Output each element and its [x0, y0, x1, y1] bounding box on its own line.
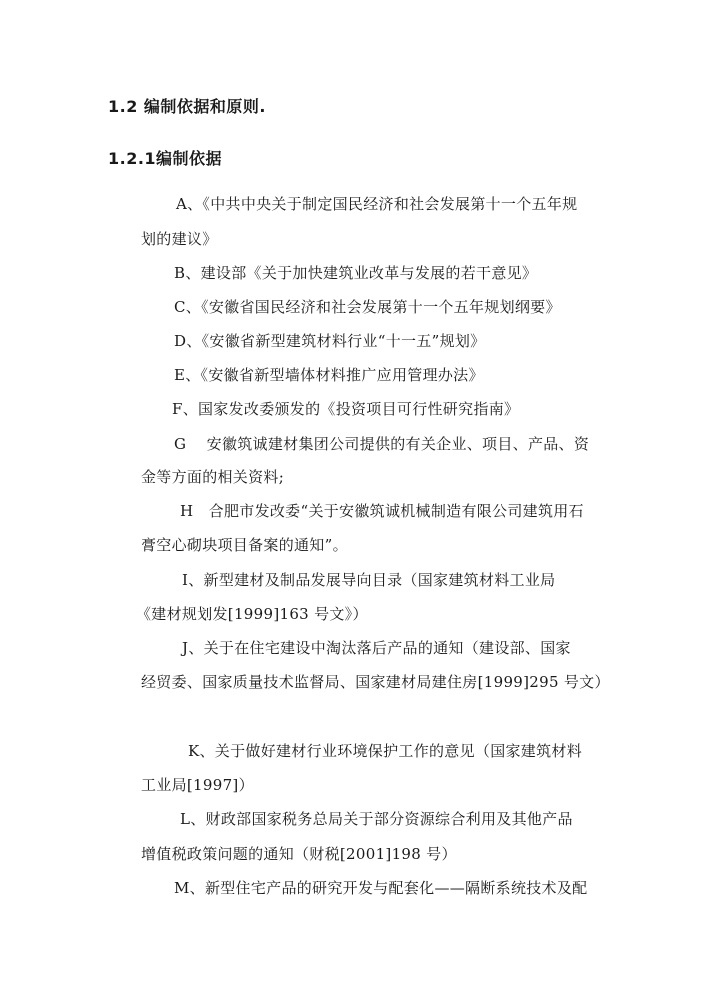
subsection-heading: 1.2.1编制依据: [108, 149, 223, 168]
item-j-line1: J、关于在住宅建设中淘汰落后产品的通知（建设部、国家: [182, 639, 571, 657]
item-i-line1: I、新型建材及制品发展导向目录（国家建筑材料工业局: [182, 571, 556, 589]
item-m-line1: M、新型住宅产品的研究开发与配套化——隔断系统技术及配: [174, 879, 588, 897]
item-l-line1: L、财政部国家税务总局关于部分资源综合利用及其他产品: [180, 810, 573, 828]
item-i-line2: 《建材规划发[1999]163 号文》）: [136, 605, 368, 623]
item-l-line2: 增值税政策问题的通知（财税[2001]198 号）: [141, 845, 457, 863]
item-e: E、《安徽省新型墙体材料推广应用管理办法》: [174, 366, 484, 384]
item-b: B、建设部《关于加快建筑业改革与发展的若干意见》: [174, 264, 538, 282]
item-c: C、《安徽省国民经济和社会发展第十一个五年规划纲要》: [174, 298, 561, 316]
item-g-line1: G 安徽筑诚建材集团公司提供的有关企业、项目、产品、资: [174, 435, 590, 453]
item-f: F、国家发改委颁发的《投资项目可行性研究指南》: [172, 400, 520, 418]
item-k-line1: K、关于做好建材行业环境保护工作的意见（国家建筑材料: [188, 742, 583, 760]
item-j-line2: 经贸委、国家质量技术监督局、国家建材局建住房[1999]295 号文）: [141, 673, 610, 691]
item-g-line2: 金等方面的相关资料;: [141, 468, 285, 486]
item-a-line2: 划的建议》: [141, 230, 218, 248]
item-d: D、《安徽省新型建筑材料行业“十一五”规划》: [174, 332, 486, 350]
item-k-line2: 工业局[1997]）: [141, 776, 254, 794]
section-heading: 1.2 编制依据和原则.: [108, 97, 266, 116]
item-h-line2: 膏空心砌块项目备案的通知”。: [141, 536, 348, 554]
item-h-line1: H 合肥市发改委“关于安徽筑诚机械制造有限公司建筑用石: [180, 502, 584, 520]
item-a-line1: A、《中共中央关于制定国民经济和社会发展第十一个五年规: [176, 195, 578, 213]
